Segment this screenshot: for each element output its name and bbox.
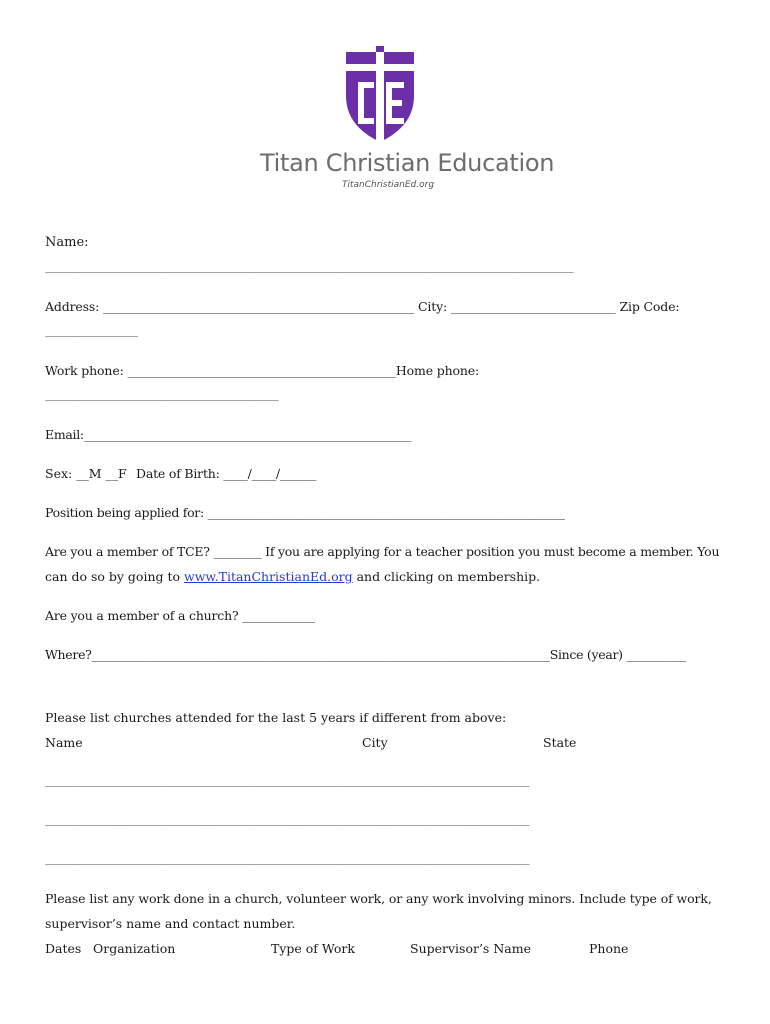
membership-note-post: and clicking on membership. <box>352 569 541 584</box>
membership-note <box>45 569 540 585</box>
church-row-field[interactable]: ______________________________________________________________________________________________________________ <box>45 854 530 865</box>
membership-note-pre: can do so by going to <box>45 569 185 584</box>
work-header-dates: Dates <box>45 941 82 956</box>
home-phone-field[interactable]: _____________________________________________________ <box>45 390 279 401</box>
work-header-organization: Organization <box>93 941 176 956</box>
name-label: Name: <box>45 235 89 250</box>
position-field[interactable]: Position being applied for: ____________________________________________________________ <box>45 505 565 520</box>
churches-header-state: State <box>543 735 577 750</box>
sex-field[interactable]: Sex: __M __F <box>45 466 127 481</box>
church-row-field[interactable]: ______________________________________________________________________________________________________________ <box>45 776 530 787</box>
tce-logo <box>340 44 420 144</box>
email-field[interactable]: Email:_______________________________________________________ <box>45 427 412 442</box>
tce-member-field[interactable]: Are you a member of TCE? ________ If you are applying for a teacher position you must become a member. You <box>45 544 720 559</box>
work-phone-field[interactable]: Work phone: ____________________________________________Home phone: <box>45 363 480 378</box>
date-of-birth-field[interactable]: Date of Birth: ____/____/______ <box>136 466 317 481</box>
church-member-field[interactable]: Are you a member of a church? ____________ <box>45 608 315 623</box>
work-header-supervisor: Supervisor’s Name <box>410 941 531 956</box>
churches-header-city: City <box>362 735 388 750</box>
churches-header-name: Name <box>45 735 83 750</box>
church-row-field[interactable]: ______________________________________________________________________________________________________________ <box>45 815 530 826</box>
work-header-type: Type of Work <box>271 941 355 956</box>
name-field[interactable]: ________________________________________________________________________________________________________________________ <box>45 262 574 273</box>
churches-prompt: Please list churches attended for the last 5 years if different from above: <box>45 710 507 725</box>
zip-code-field[interactable]: _____________________ <box>45 326 138 337</box>
church-where-field[interactable]: Where?_____________________________________________________________________________Since (year) __________ <box>45 647 686 662</box>
membership-link[interactable]: www.TitanChristianEd.org <box>184 569 353 584</box>
shield-cross-icon <box>340 44 420 144</box>
work-header-phone: Phone <box>589 941 629 956</box>
work-prompt-line-2: supervisor’s name and contact number. <box>45 916 296 931</box>
address-field[interactable]: Address: ___________________________________________________ City: ___________________________ Zip Code: <box>45 299 680 314</box>
org-name: Titan Christian Education <box>260 149 555 177</box>
work-prompt-line-1: Please list any work done in a church, volunteer work, or any work involving minors. Include type of work, <box>45 891 712 906</box>
org-url: TitanChristianEd.org <box>342 180 435 190</box>
